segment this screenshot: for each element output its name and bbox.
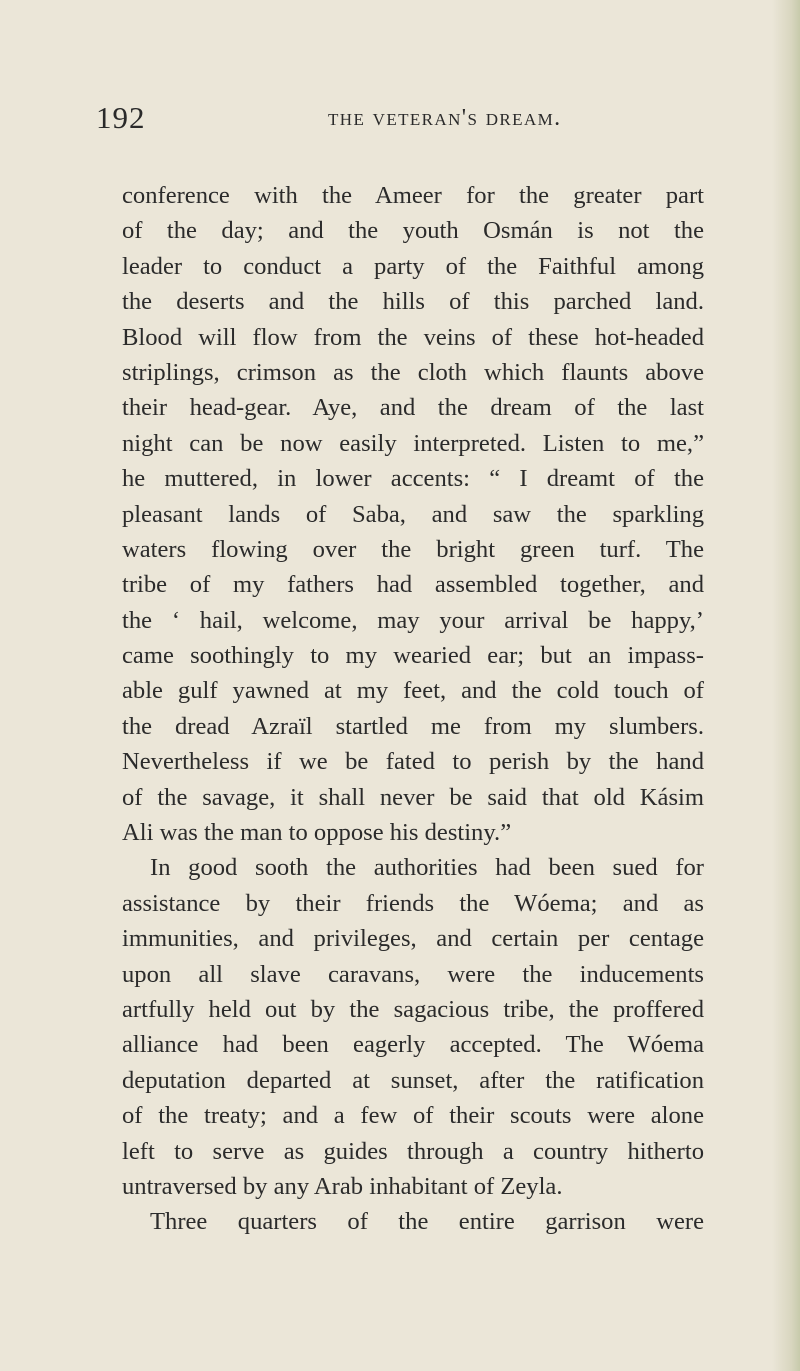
page-header — [96, 100, 736, 150]
text-line: the ‘ hail, welcome, may your arrival be happy,’ — [122, 606, 704, 634]
text-line: waters flowing over the bright green turf. The — [122, 535, 704, 563]
text-line: leader to conduct a party of the Faithful among — [122, 252, 704, 280]
page-number: 192 — [96, 100, 146, 135]
text-line: night can be now easily interpreted. Listen to me,” — [122, 429, 704, 457]
text-line: alliance had been eagerly accepted. The Wóema — [122, 1031, 704, 1059]
text-line: untraversed by any Arab inhabitant of Zeyla. — [122, 1172, 563, 1200]
text-line: Nevertheless if we be fated to perish by the hand — [122, 748, 704, 776]
text-line: upon all slave caravans, were the inducements — [122, 960, 704, 988]
body-text — [122, 178, 704, 1240]
text-line: pleasant lands of Saba, and saw the sparkling — [122, 500, 704, 528]
text-line: immunities, and privileges, and certain per centage — [122, 925, 704, 953]
text-line: the dread Azraïl startled me from my slumbers. — [122, 712, 704, 740]
text-line: Blood will flow from the veins of these hot-headed — [122, 323, 704, 351]
text-line: striplings, crimson as the cloth which flaunts above — [122, 358, 704, 386]
text-line: of the savage, it shall never be said that old Kásim — [122, 783, 704, 811]
text-line: of the treaty; and a few of their scouts were alone — [122, 1102, 704, 1130]
text-line: In good sooth the authorities had been sued for — [150, 854, 704, 882]
text-line: able gulf yawned at my feet, and the cold touch of — [122, 677, 704, 705]
text-line: the deserts and the hills of this parched land. — [122, 288, 704, 316]
text-line: their head-gear. Aye, and the dream of the last — [122, 394, 704, 422]
text-line: tribe of my fathers had assembled together, and — [122, 571, 704, 599]
text-line: Three quarters of the entire garrison were — [150, 1208, 704, 1236]
text-line: came soothingly to my wearied ear; but an impass- — [122, 642, 704, 670]
text-line: artfully held out by the sagacious tribe, the proffered — [122, 995, 704, 1023]
text-line: Ali was the man to oppose his destiny.” — [122, 819, 512, 847]
text-line: he muttered, in lower accents: “ I dreamt of the — [122, 465, 704, 493]
text-line: deputation departed at sunset, after the ratification — [122, 1066, 704, 1094]
text-line: left to serve as guides through a country hitherto — [122, 1137, 704, 1165]
text-line: assistance by their friends the Wóema; and as — [122, 889, 704, 917]
text-line: conference with the Ameer for the greater part — [122, 182, 704, 209]
page-edge-shadow — [772, 0, 800, 1371]
text-line: of the day; and the youth Osmán is not the — [122, 217, 704, 245]
running-title: the veteran's dream. — [328, 105, 562, 131]
